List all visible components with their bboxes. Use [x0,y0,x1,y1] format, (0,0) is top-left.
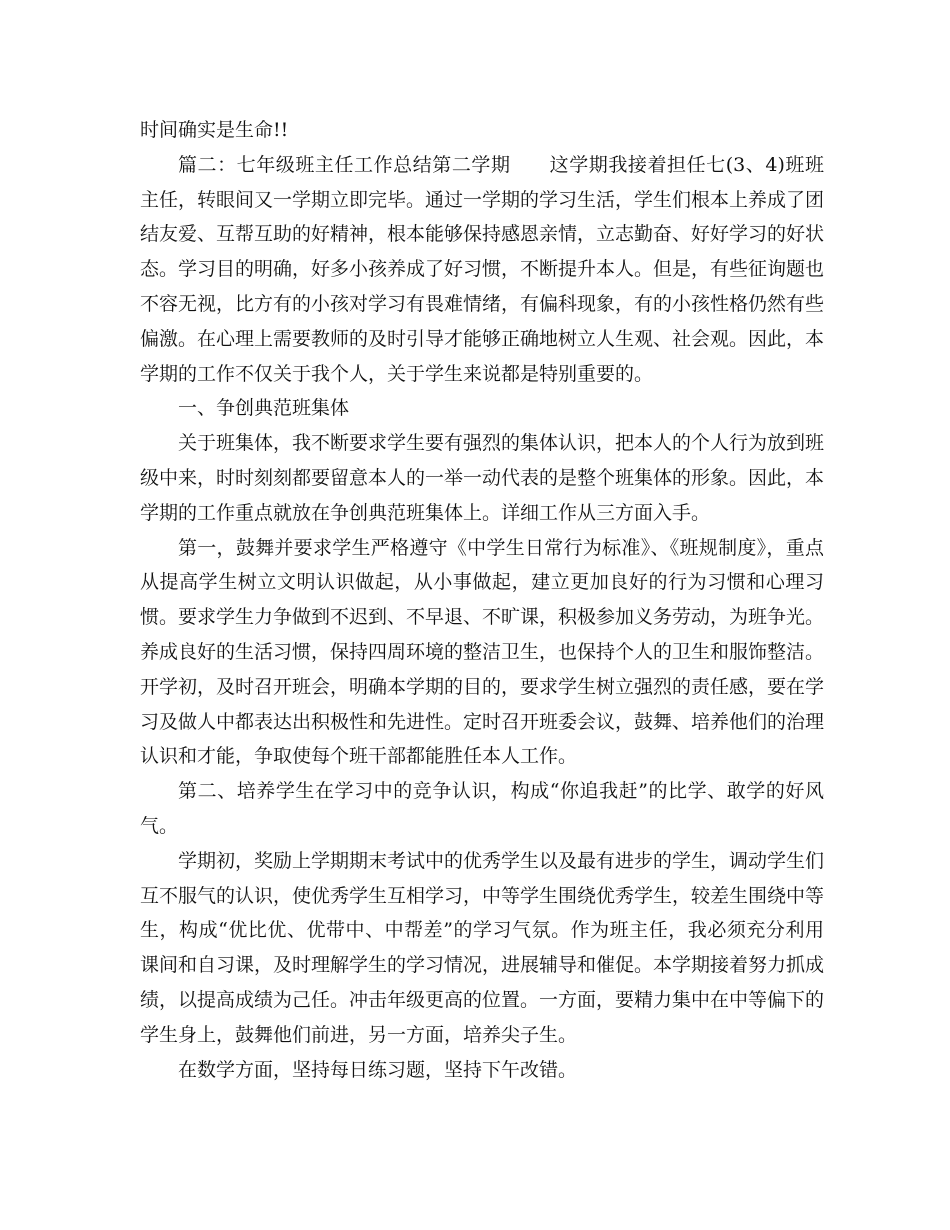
intro-line: 时间确实是生命!! [140,119,289,141]
section-body-paragraph: 关于班集体，我不断要求学生要有强烈的集体认识，把本人的个人行为放到班级中来，时时刻刻都要留意本人的一举一动代表的是整个班集体的形象。因此，本学期的工作重点就放在争创典范班集体上。详细工作从三方面入手。 [140,432,825,524]
point-one-paragraph: 第一，鼓舞并要求学生严格遵守《中学生日常行为标准》、《班规制度》，重点从提高学生树立文明认识做起，从小事做起，建立更加良好的行为习惯和心理习惯。要求学生力争做到不迟到、不早退、不旷课，积极参加义务劳动，为班争光。养成良好的生活习惯，保持四周环境的整洁卫生，也保持个人的卫生和服饰整洁。开学初，及时召开班会，明确本学期的目的，要求学生树立强烈的责任感，要在学习及做人中都表达出积极性和先进性。定时召开班委会议，鼓舞、培养他们的治理认识和才能，争取使每个班干部都能胜任本人工作。 [140,536,825,768]
section-heading: 一、争创典范班集体 [178,397,350,420]
article-opening-paragraph: 篇二：七年级班主任工作总结第二学期 这学期我接着担任七(3、4)班班主任，转眼间又一学期立即完毕。通过一学期的学习生活，学生们根本上养成了团结友爱、互帮互助的好精神，根本能够保持感恩亲情，立志勤奋、好好学习的好状态。学习目的明确，好多小孩养成了好习惯，不断提升本人。但是，有些征询题也不容无视，比方有的小孩对学习有畏难情绪，有偏科现象，有的小孩性格仍然有些偏激。在心理上需要教师的及时引导才能够正确地树立人生观、社会观。因此，本学期的工作不仅关于我个人，关于学生来说都是特别重要的。 [140,153,825,385]
document-page [140,113,824,1087]
math-paragraph: 在数学方面，坚持每日练习题，坚持下午改错。 [178,1058,578,1081]
point-two-paragraph: 学期初，奖励上学期期末考试中的优秀学生以及最有进步的学生，调动学生们互不服气的认识，使优秀学生互相学习，中等学生围绕优秀学生，较差生围绕中等生，构成“优比优、优带中、中帮差”的学习气氛。作为班主任，我必须充分利用课间和自习课，及时理解学生的学习情况，进展辅导和催促。本学期接着努力抓成绩，以提高成绩为己任。冲击年级更高的位置。一方面，要精力集中在中等偏下的学生身上，鼓舞他们前进，另一方面，培养尖子生。 [140,849,825,1046]
point-two-heading: 第二、培养学生在学习中的竞争认识，构成“你追我赶”的比学、敢学的好风气。 [140,780,824,837]
